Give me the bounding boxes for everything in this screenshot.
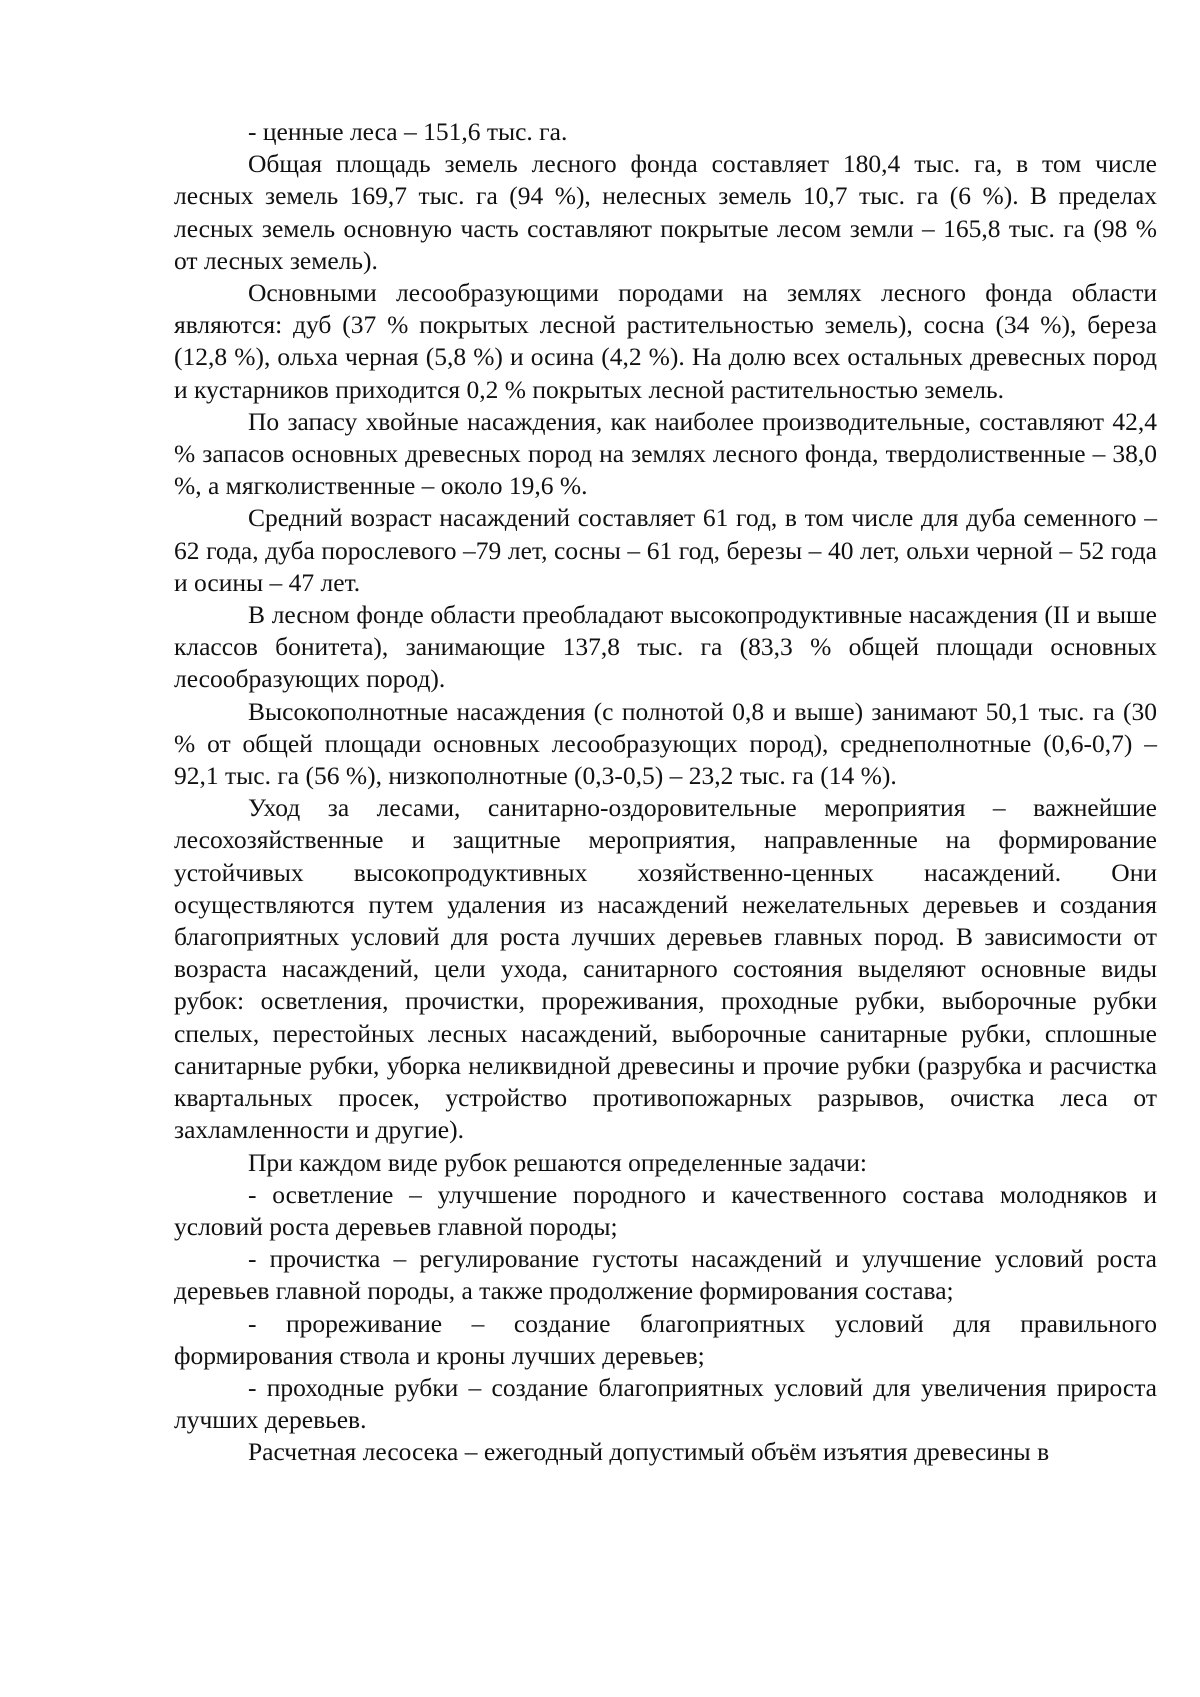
- paragraph-density-classes: Высокополнотные насаждения (с полнотой 0,8 и выше) занимают 50,1 тыс. га (30 % от общей площади основных лесообразующих пород), среднеполнотные (0,6-0,7) – 92,1 тыс. га (56 %), низкополнотные (0,3-0,5) – 23,2 тыс. га (14 %).: [174, 696, 1157, 791]
- list-item-clarification: - осветление – улучшение породного и качественного состава молодняков и условий роста деревьев главной породы;: [174, 1179, 1157, 1241]
- list-item-passing-cuts: - проходные рубки – создание благоприятных условий для увеличения прироста лучших деревьев.: [174, 1372, 1157, 1435]
- paragraph-stock-coniferous: По запасу хвойные насаждения, как наиболее производительные, составляют 42,4 % запасов основных древесных пород на землях лесного фонда, твердолиственные – 38,0 %, а мягколиственные – около 19,6 %.: [174, 406, 1157, 501]
- list-item-thinning: - прореживание – создание благоприятных условий для правильного формирования ствола и кроны лучших деревьев;: [174, 1308, 1157, 1370]
- paragraph-high-productivity: В лесном фонде области преобладают высокопродуктивные насаждения (II и выше классов бонитета), занимающие 137,8 тыс. га (83,3 % общей площади основных лесообразующих пород).: [174, 600, 1157, 694]
- paragraph-tasks-intro: При каждом виде рубок решаются определенные задачи:: [248, 1147, 867, 1177]
- document-body: [174, 116, 1157, 1469]
- paragraph-average-age: Средний возраст насаждений составляет 61 год, в том числе для дуба семенного – 62 года, дуба порослевого –79 лет, сосны – 61 год, березы – 40 лет, ольхи черной – 52 года и осины – 47 лет.: [174, 503, 1157, 597]
- paragraph-main-species: Основными лесообразующими породами на землях лесного фонда области являются: дуб (37 % покрытых лесной растительностью земель), сосна (34 %), береза (12,8 %), ольха черная (5,8 %) и осина (4,2 %). На долю всех остальных древесных пород и кустарников приходится 0,2 % покрытых лесной растительностью земель.: [174, 278, 1157, 404]
- paragraph-valuable-forests: - ценные леса – 151,6 тыс. га.: [248, 117, 568, 146]
- paragraph-allowable-cut: Расчетная лесосека – ежегодный допустимый объём изъятия древесины в: [248, 1437, 1050, 1467]
- paragraph-forest-fund-area: Общая площадь земель лесного фонда составляет 180,4 тыс. га, в том числе лесных земель 169,7 тыс. га (94 %), нелесных земель 10,7 тыс. га (6 %). В пределах лесных земель основную часть составляют покрытые лесом земли – 165,8 тыс. га (98 % от лесных земель).: [174, 149, 1157, 275]
- paragraph-forest-care: Уход за лесами, санитарно-оздоровительные мероприятия – важнейшие лесохозяйственные и защитные мероприятия, направленные на формирование устойчивых высокопродуктивных хозяйственно-ценных насаждений. Они осуществляются путем удаления из насаждений нежелательных деревьев и создания благоприятных условий для роста лучших деревьев главных пород. В зависимости от возраста насаждений, цели ухода, санитарного состояния выделяют основные виды рубок: осветления, прочистки, прореживания, проходные рубки, выборочные рубки спелых, перестойных лесных насаждений, выборочные санитарные рубки, сплошные санитарные рубки, уборка неликвидной древесины и прочие рубки (разрубка и расчистка квартальных просек, устройство противопожарных разрывов, очистка леса от захламленности и другие).: [174, 793, 1157, 1145]
- list-item-cleaning: - прочистка – регулирование густоты насаждений и улучшение условий роста деревьев главной породы, а также продолжение формирования состава;: [174, 1244, 1157, 1306]
